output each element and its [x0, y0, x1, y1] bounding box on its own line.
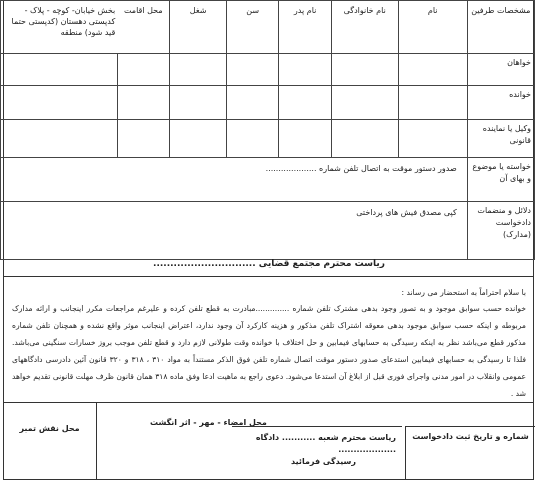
- cell: [117, 86, 170, 120]
- header-residence: محل اقامت: [117, 1, 170, 54]
- header-address: بخش خیابان- کوچه - پلاک - کدپستی دهستان (کدپستی حتما قید شود) منطقه: [1, 1, 118, 54]
- row-evidence-label: دلائل و منضمات دادخواست (مدارک): [467, 202, 534, 260]
- greeting: با سلام احتراماً به استحضار می رساند :: [401, 288, 526, 297]
- cell: [226, 54, 279, 86]
- cell: [279, 86, 331, 120]
- cell: [331, 120, 398, 158]
- cell: [331, 54, 398, 86]
- registration-referral: [232, 426, 402, 480]
- row-attorney: وکیل یا نماینده قانونی: [467, 120, 534, 158]
- header-specs: مشخصات طرفین: [467, 1, 534, 54]
- header-name: نام: [398, 1, 467, 54]
- registration-label: شماره و تاریخ ثبت دادخواست: [405, 426, 535, 480]
- row-plaintiff: خواهان: [467, 54, 534, 86]
- cell: [331, 86, 398, 120]
- cell: [117, 120, 170, 158]
- addressee-title: ریاست محترم مجتمع قضایی ..............................: [153, 259, 385, 269]
- cell: [398, 120, 467, 158]
- cell: [1, 86, 118, 120]
- cell: [170, 86, 227, 120]
- cell: [226, 120, 279, 158]
- header-father: نام پدر: [279, 1, 331, 54]
- stamp-place: محل نقش تمبر: [3, 402, 97, 480]
- evidence-text: کپی مصدق فیش های پرداختی: [1, 202, 468, 260]
- divider: [3, 276, 534, 277]
- cell: [1, 54, 118, 86]
- cell: [117, 54, 170, 86]
- referral-line: ریاست محترم شعبه ........... دادگاه ...................: [255, 433, 396, 454]
- cell: [279, 120, 331, 158]
- row-request-label: خواسته یا موضوع و بهای آن: [467, 158, 534, 202]
- cell: [398, 86, 467, 120]
- cell: [398, 54, 467, 86]
- cell: [1, 120, 118, 158]
- cell: [170, 54, 227, 86]
- header-job: شغل: [170, 1, 227, 54]
- referral-action: رسیدگی فرمائید: [291, 457, 356, 466]
- header-age: سن: [226, 1, 279, 54]
- header-family: نام خانوادگی: [331, 1, 398, 54]
- row-defendant: خوانده: [467, 86, 534, 120]
- cell: [170, 120, 227, 158]
- request-text: صدور دستور موقت به اتصال تلفن شماره ....................: [1, 158, 468, 202]
- signature-place: محل امضاء - مهر - اثر انگشت: [150, 418, 267, 427]
- petition-body: خوانده حسب سوابق موجود و به تصور وجود بدهی مشترک تلفن شماره ..............مبادرت به قطع تلفن کرده و علیرغم مراجعات مکرر اینجانب و ارائه مدارک مربوطه و اینکه حسب سوابق موجود بدهی معوقه اشتراک تلفن مذکور و هزینه کارکرد آن وجود ندارد، اعتراض اینجانب موثر واقع نشده و همچنان تلفن شماره مذکور قطع می‌باشد نظر به اینکه رسیدگی به حسابهای فیمابین و حل اختلاف با خوانده وقت طولانی لازم دارد و قطع تلفن موجب بروز خسارات سنگینی می‌باشد. فلذا تا رسیدگی به حسابهای فیمابین استدعای صدور دستور موقت اتصال شماره تلفن فوق الذکر مستنداً به مواد ۳۱۰ ، ۳۱۸ و ۳۲۰ قانون آئین دادرسی دادگاههای عمومی وانقلاب در امور مدنی واجرای فوری قبل از ابلاغ آن استدعا می‌شود. دعوی راجع به ماهیت ادعا وفق ماده ۳۱۸ همان قانون ظرف مهلت قانونی تقدیم خواهد شد .: [12, 304, 526, 398]
- cell: [226, 86, 279, 120]
- cell: [279, 54, 331, 86]
